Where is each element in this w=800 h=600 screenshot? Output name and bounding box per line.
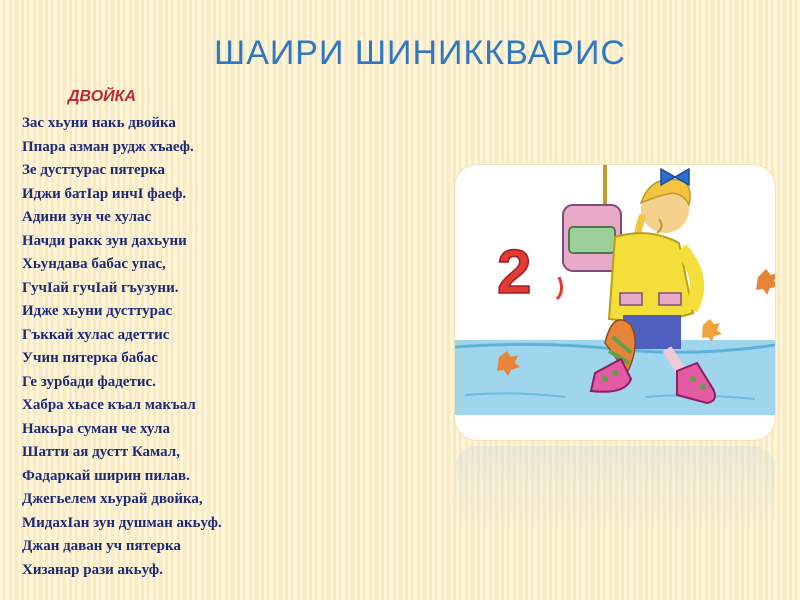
poem-title: ДВОЙКА bbox=[68, 88, 137, 105]
poem-line: Ге зурбади фадетис. bbox=[22, 373, 156, 390]
poem-line: Фадаркай ширин пилав. bbox=[22, 467, 190, 484]
poem-line: Адини зун че хулас bbox=[22, 209, 152, 225]
poem-line: Джегьелем хьурай двойка, bbox=[22, 491, 203, 507]
poem-line: Хьундава бабас упас, bbox=[22, 256, 166, 272]
poem-line: Начди ракк зун дахьуни bbox=[22, 232, 187, 249]
poem-line: Хизанар рази акьуф. bbox=[22, 561, 163, 578]
slide-title: ШАИРИ ШИНИККВАРИС bbox=[214, 34, 626, 72]
poem-line: МидахIан зун душман акьуф. bbox=[22, 514, 222, 531]
poem-line: Ппара азман рудж хъаеф. bbox=[22, 138, 194, 155]
grade-two: 2 bbox=[497, 238, 532, 307]
poem-line: Гъккай хулас адеттис bbox=[22, 326, 170, 343]
poem-line: Иджи батIар инчI фаеф. bbox=[22, 185, 187, 202]
poem-line: Идже хьуни дусттурас bbox=[22, 303, 173, 319]
poem-line: Шатти ая дустт Камал, bbox=[22, 444, 180, 460]
poem-line: Зас хьуни накь двойка bbox=[22, 115, 176, 131]
poem-line: Джан даван уч пятерка bbox=[22, 538, 181, 554]
poem-line: Хабра хьасе къал макъал bbox=[22, 397, 196, 413]
leaf-icon bbox=[756, 269, 775, 295]
poem-line: ГучIай гучIай гъузуни. bbox=[22, 279, 179, 296]
poem-line: Накьра суман че хула bbox=[22, 420, 170, 437]
poem-line: Зе дусттурас пятерка bbox=[22, 162, 165, 178]
illustration-reflection bbox=[455, 446, 775, 556]
schoolgirl-illustration bbox=[455, 165, 775, 440]
poem-text bbox=[22, 112, 222, 582]
poem-line: Учин пятерка бабас bbox=[22, 350, 158, 366]
leaf-icon bbox=[702, 319, 722, 342]
yellow-coat bbox=[609, 233, 693, 321]
